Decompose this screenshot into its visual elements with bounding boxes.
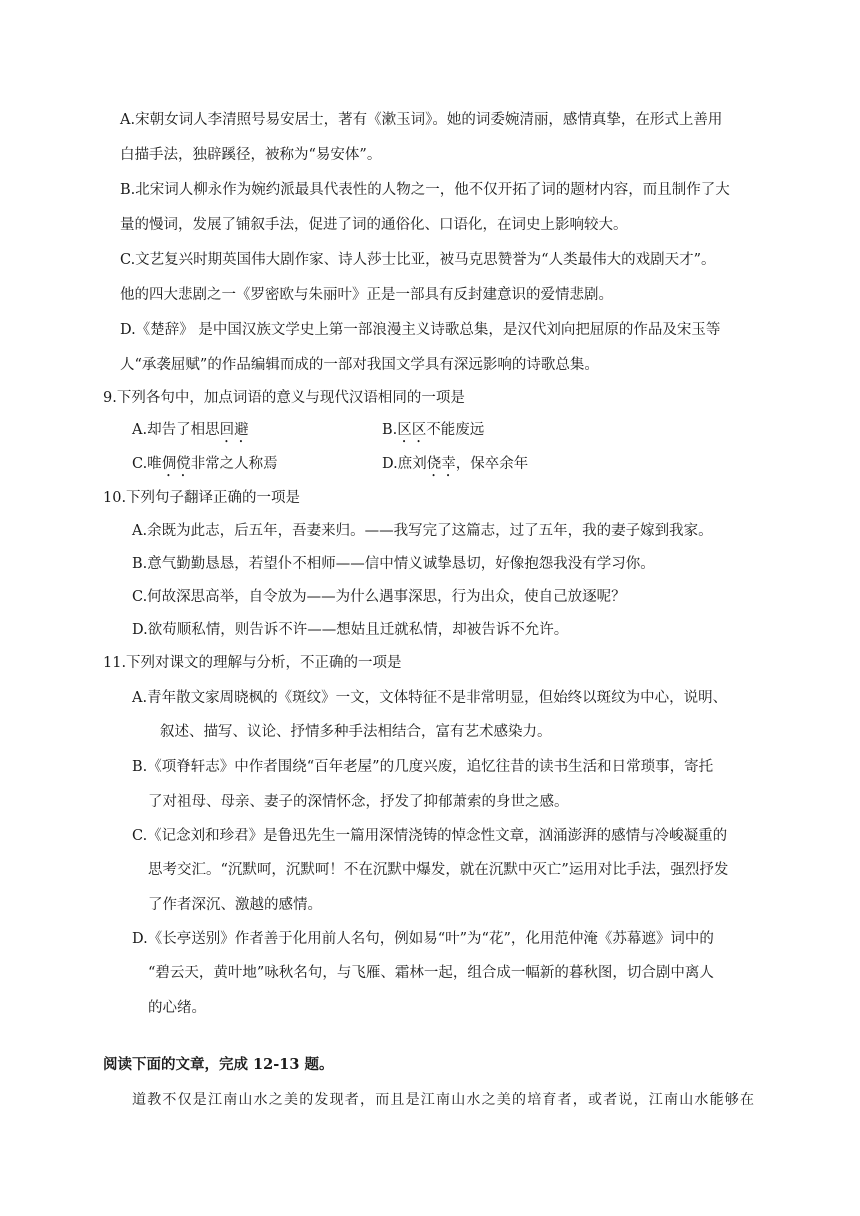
q8-option-c-line1: C.文艺复兴时期英国伟大剧作家、诗人莎士比亚，被马克思赞誉为“人类最伟大的戏剧天才”。	[120, 252, 716, 268]
q9-option-d-dotted: 侥幸	[426, 456, 456, 472]
q9-option-b-dotted: 区区	[397, 422, 427, 438]
reading-heading: 阅读下面的文章，完成 12-13 题。	[103, 1056, 334, 1073]
q11-option-d-line1: D.《长亭送别》作者善于化用前人名句，例如易“叶”为“花”，化用范仲淹《苏幕遮》词中的	[132, 931, 714, 947]
q9-option-c-text: 非常之人称焉	[190, 456, 278, 472]
q8-option-c-line2: 他的四大悲剧之一《罗密欧与朱丽叶》正是一部具有反封建意识的爱情悲剧。	[120, 287, 613, 303]
q8-option-d-line1: D.《楚辞》 是中国汉族文学史上第一部浪漫主义诗歌总集，是汉代刘向把屈原的作品及宋玉等	[120, 322, 721, 338]
q11-option-a-line1: A.青年散文家周晓枫的《斑纹》一文，文体特征不是非常明显，但始终以斑纹为中心，说明、	[132, 690, 728, 706]
q11-option-d-line3: 的心绪。	[148, 1000, 206, 1016]
q9-option-c-prefix: C.唯	[132, 456, 162, 472]
q9-option-a	[132, 420, 249, 446]
q9-option-d	[382, 454, 528, 480]
reading-paragraph: 道教不仅是江南山水之美的发现者，而且是江南山水之美的培育者，或者说，江南山水能够在	[132, 1092, 756, 1108]
q11-option-b-line1: B.《项脊轩志》中作者围绕“百年老屋”的几度兴废，追忆往昔的读书生活和日常琐事，寄托	[132, 759, 714, 775]
q11-stem: 11.下列对课文的理解与分析，不正确的一项是	[103, 655, 402, 671]
q10-stem: 10.下列句子翻译正确的一项是	[103, 490, 301, 506]
q9-stem: 9.下列各句中，加点词语的意义与现代汉语相同的一项是	[103, 390, 465, 406]
q9-option-a-dotted: 回避	[219, 422, 249, 438]
q9-option-c-dotted: 倜傥	[161, 456, 191, 472]
q11-option-b-line2: 了对祖母、母亲、妻子的深情怀念，抒发了抑郁萧索的身世之感。	[148, 794, 569, 810]
q9-option-b	[382, 420, 484, 446]
q9-option-b-text: 不能废远	[426, 422, 485, 438]
q11-option-c-line3: 了作者深沉、激越的感情。	[148, 897, 322, 913]
q10-option-d: D.欲苟顺私情，则告诉不许——想姑且迁就私情，却被告诉不允许。	[132, 622, 569, 638]
q10-option-b: B.意气勤勤恳恳，若望仆不相师——信中情义诚挚恳切，好像抱怨我没有学习你。	[132, 556, 655, 572]
q8-option-b-line2: 量的慢词，发展了铺叙手法，促进了词的通俗化、口语化，在词史上影响较大。	[120, 217, 628, 233]
q9-option-a-text: A.却告了相思	[132, 422, 220, 438]
q10-option-c: C.何故深思高举，自令放为——为什么遇事深思，行为出众，使自己放逐呢？	[132, 589, 626, 605]
q10-option-a: A.余既为此志，后五年，吾妻来归。——我写完了这篇志，过了五年，我的妻子嫁到我家。	[132, 523, 713, 539]
q8-option-d-line2: 人“承袭屈赋”的作品编辑而成的一部对我国文学具有深远影响的诗歌总集。	[120, 357, 599, 373]
q11-option-c-line2: 思考交汇。“沉默呵，沉默呵！不在沉默中爆发，就在沉默中灭亡”运用对比手法，强烈抒发	[148, 862, 729, 878]
q9-option-d-text: ，保卒余年	[455, 456, 529, 472]
q9-option-c	[132, 454, 278, 480]
q11-option-d-line2: “碧云天，黄叶地”咏秋名句，与飞雁、霜林一起，组合成一幅新的暮秋图，切合剧中离人	[148, 965, 714, 981]
q11-option-a-line2: 叙述、描写、议论、抒情多种手法相结合，富有艺术感染力。	[160, 724, 552, 740]
q8-option-a-line2: 白描手法，独辟蹊径，被称为“易安体”。	[120, 147, 382, 163]
q8-option-b-line1: B.北宋词人柳永作为婉约派最具代表性的人物之一，他不仅开拓了词的题材内容，而且制作了大	[120, 182, 730, 198]
q11-option-c-line1: C.《记念刘和珍君》是鲁迅先生一篇用深情浇铸的悼念性文章，汹涌澎湃的感情与冷峻凝重的	[132, 828, 728, 844]
q9-option-d-prefix: D.庶刘	[382, 456, 427, 472]
q9-option-b-prefix: B.	[382, 422, 398, 438]
q8-option-a-line1: A.宋朝女词人李清照号易安居士，著有《漱玉词》。她的词委婉清丽，感情真挚，在形式上善用	[120, 112, 723, 128]
